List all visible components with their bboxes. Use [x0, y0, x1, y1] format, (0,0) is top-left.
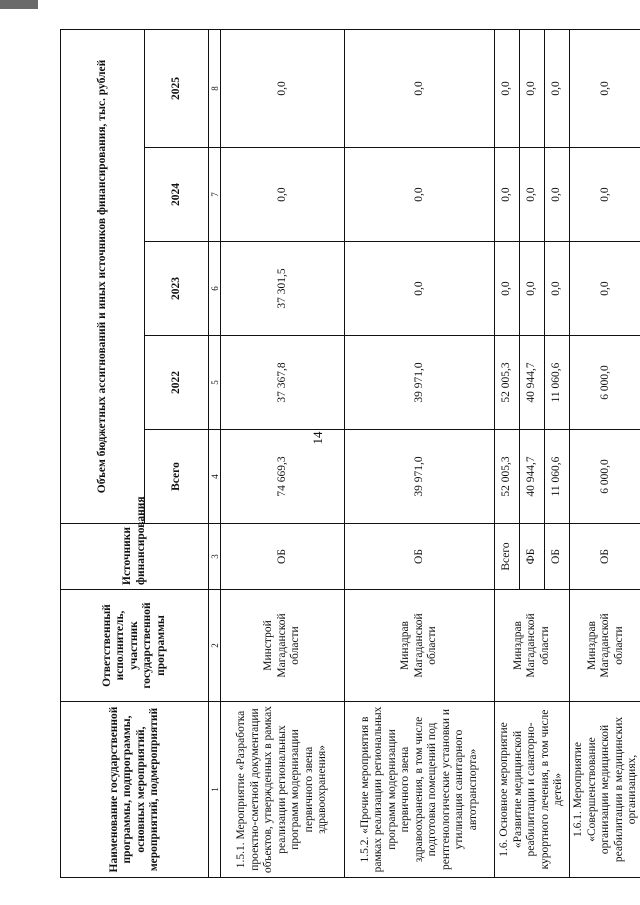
header-year-2023: 2023 [145, 242, 209, 336]
budget-table [60, 29, 640, 878]
col-number: 8 [209, 29, 221, 147]
header-group: Объем бюджетных ассигнований и иных источников финансирования, тыс. рублей [61, 29, 145, 523]
row-source: Всего [495, 524, 520, 590]
row-value: 0,0 [570, 242, 640, 336]
row-value: 0,0 [545, 242, 570, 336]
table-row [345, 29, 495, 877]
row-value: 39 971,0 [345, 336, 495, 430]
row-value: 11 060,6 [545, 430, 570, 524]
row-executor: Минздрав Магаданской области [345, 590, 495, 702]
row-executor: Минздрав Магаданской области [495, 590, 570, 702]
row-value: 0,0 [345, 242, 495, 336]
col-number: 4 [209, 430, 221, 524]
col-number: 5 [209, 336, 221, 430]
row-value: 0,0 [545, 29, 570, 147]
col-number: 6 [209, 242, 221, 336]
row-name: 1.6.1. Мероприятие «Совершенствование организации медицинской реабилитации в медицинских организациях, [570, 702, 640, 878]
row-value: 52 005,3 [495, 336, 520, 430]
row-name: 1.6. Основное мероприятие «Развитие медицинской реабилитации и санаторно-курортного лечения, в том числе детей» [495, 702, 570, 878]
row-value: 37 301,5 [221, 242, 345, 336]
row-value: 74 669,3 [221, 430, 345, 524]
row-value: 40 944,7 [520, 336, 545, 430]
col-number: 1 [209, 702, 221, 878]
header-executor: Ответственный исполнитель, участник государственной программы [61, 590, 209, 702]
row-value: 37 367,8 [221, 336, 345, 430]
table-row [570, 29, 640, 877]
row-source: ОБ [221, 524, 345, 590]
row-source: ОБ [345, 524, 495, 590]
table-row [495, 29, 520, 877]
page-number: 14 [310, 431, 325, 445]
row-value: 0,0 [545, 148, 570, 242]
header-year-total: Всего [145, 430, 209, 524]
row-name: 1.5.1. Мероприятие «Разработка проектно-сметной документации объектов, утвержденных в рамках реализации региональных программ модернизации первичного звена здравоохранения» [221, 702, 345, 878]
col-number: 2 [209, 590, 221, 702]
header-year-2022: 2022 [145, 336, 209, 430]
rotated-table-container [60, 30, 638, 878]
row-executor: Минстрой Магаданской области [221, 590, 345, 702]
row-value: 11 060,6 [545, 336, 570, 430]
row-name: 1.5.2. «Прочие мероприятия в рамках реализации региональных программ модернизации первичного звена здравоохранения, в том числе подготовка помещений под рентгенологические установки и утилизация санитарного автотранспорта» [345, 702, 495, 878]
row-source: ФБ [520, 524, 545, 590]
header-year-2024: 2024 [145, 148, 209, 242]
row-value: 0,0 [520, 242, 545, 336]
col-number: 3 [209, 524, 221, 590]
row-value: 40 944,7 [520, 430, 545, 524]
row-value: 39 971,0 [345, 430, 495, 524]
row-value: 0,0 [495, 29, 520, 147]
row-value: 6 000,0 [570, 430, 640, 524]
row-executor: Минздрав Магаданской области [570, 590, 640, 702]
row-value: 0,0 [570, 148, 640, 242]
header-source: Источники финансирования [61, 524, 209, 590]
header-name: Наименование государственной программы, подпрограммы, основных мероприятий, мероприятий, подмероприятий [61, 702, 209, 878]
row-value: 0,0 [520, 29, 545, 147]
table-row [221, 29, 345, 877]
row-value: 6 000,0 [570, 336, 640, 430]
row-value: 52 005,3 [495, 430, 520, 524]
row-value: 0,0 [345, 148, 495, 242]
row-source: ОБ [570, 524, 640, 590]
row-value: 0,0 [345, 29, 495, 147]
row-value: 0,0 [221, 29, 345, 147]
row-source: ОБ [545, 524, 570, 590]
row-value: 0,0 [520, 148, 545, 242]
row-value: 0,0 [495, 242, 520, 336]
row-value: 0,0 [570, 29, 640, 147]
scan-corner-mark [0, 0, 38, 9]
header-year-2025: 2025 [145, 29, 209, 147]
row-value: 0,0 [495, 148, 520, 242]
row-value: 0,0 [221, 148, 345, 242]
col-number: 7 [209, 148, 221, 242]
